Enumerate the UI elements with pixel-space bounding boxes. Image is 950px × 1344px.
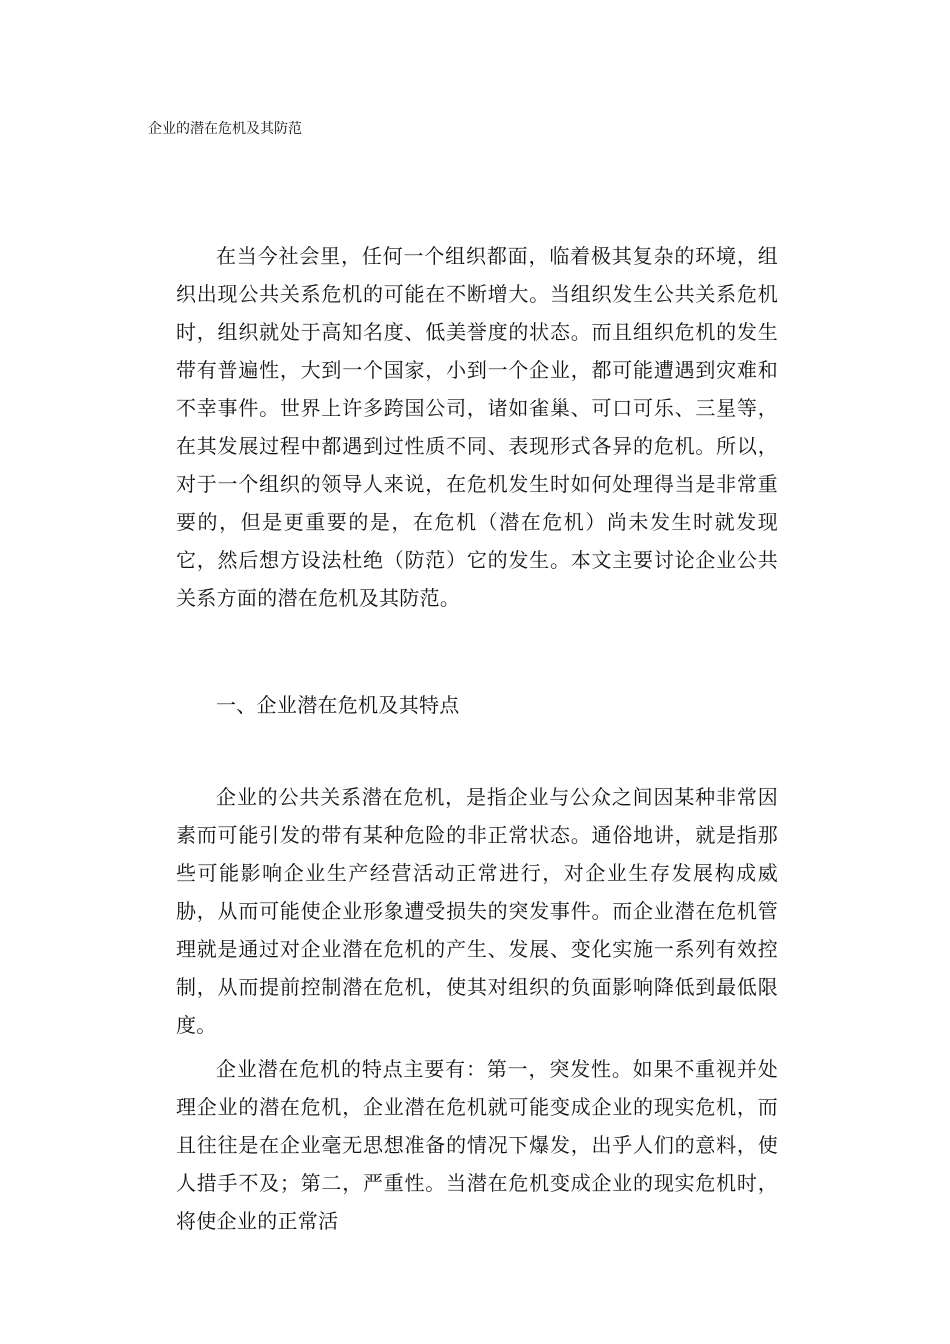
paragraph-introduction: 在当今社会里，任何一个组织都面，临着极其复杂的环境，组织出现公共关系危机的可能在不断增大。当组织发生公共关系危机时，组织就处于高知名度、低美誉度的状态。而且组织危机的发生带有普遍性，大到一个国家，小到一个企业，都可能遭遇到灾难和不幸事件。世界上许多跨国公司，诸如雀巢、可口可乐、三星等，在其发展过程中都遇到过性质不同、表现形式各异的危机。所以，对于一个组织的领导人来说，在危机发生时如何处理得当是非常重要的，但是更重要的是，在危机（潜在危机）尚未发生时就发现它，然后想方设法杜绝（防范）它的发生。本文主要讨论企业公共关系方面的潜在危机及其防范。 (176, 244, 778, 610)
paragraph-definition: 企业的公共关系潜在危机，是指企业与公众之间因某种非常因素而可能引发的带有某种危险的非正常状态。通俗地讲，就是指那些可能影响企业生产经营活动正常进行，对企业生存发展构成威胁，从而可能使企业形象遭受损失的突发事件。而企业潜在危机管理就是通过对企业潜在危机的产生、发展、变化实施一系列有效控制，从而提前控制潜在危机，使其对组织的负面影响降低到最低限度。 (176, 785, 778, 1037)
section-heading: 一、企业潜在危机及其特点 (216, 693, 460, 717)
paragraph-characteristics: 企业潜在危机的特点主要有：第一，突发性。如果不重视并处理企业的潜在危机，企业潜在危机就可能变成企业的现实危机，而且往往是在企业毫无思想准备的情况下爆发，出乎人们的意料，使人措手不及；第二，严重性。当潜在危机变成企业的现实危机时，将使企业的正常活 (176, 1057, 778, 1233)
document-header-title: 企业的潜在危机及其防范 (148, 121, 302, 137)
